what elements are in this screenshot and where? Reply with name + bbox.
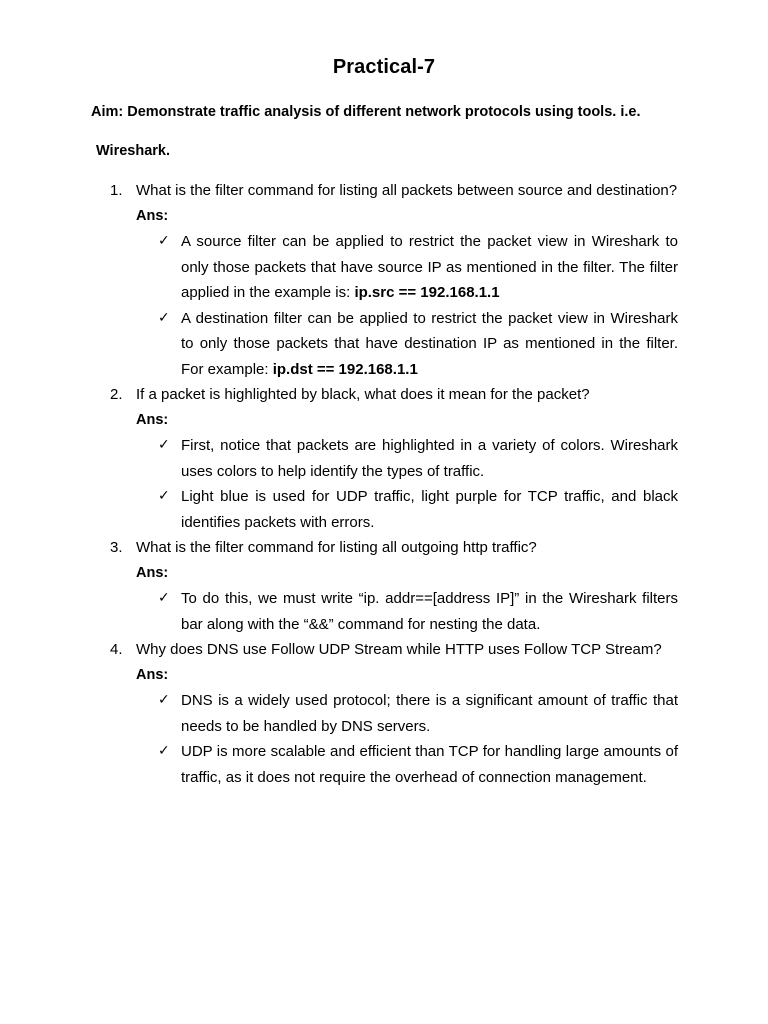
answer-item	[158, 586, 678, 637]
question-item	[110, 382, 678, 535]
check-mark-icon: ✓	[158, 692, 170, 708]
question-number: 2.	[110, 386, 123, 403]
filter-expression: ip.dst == 192.168.1.1	[272, 360, 418, 378]
question-body	[136, 178, 678, 382]
question-body	[136, 382, 678, 535]
aim-line: Aim: Demonstrate traffic analysis of different network protocols using tools. i.e.	[91, 104, 641, 120]
answer-label: Ans:	[136, 564, 169, 581]
answer-list	[136, 688, 678, 790]
answer-text: DNS is a widely used protocol; there is a significant amount of traffic that needs to be handled by DNS servers.	[181, 692, 678, 735]
check-mark-icon: ✓	[158, 437, 170, 453]
answer-item	[158, 739, 678, 790]
question-text: If a packet is highlighted by black, what does it mean for the packet?	[136, 386, 590, 403]
answer-label: Ans:	[136, 666, 169, 683]
answer-text: Light blue is used for UDP traffic, light purple for TCP traffic, and black identifies packets with errors.	[181, 488, 678, 531]
check-mark-icon: ✓	[158, 488, 170, 504]
question-text: What is the filter command for listing all outgoing http traffic?	[136, 539, 537, 556]
check-mark-icon: ✓	[158, 233, 170, 249]
question-list	[110, 178, 678, 790]
answer-label: Ans:	[136, 207, 169, 224]
check-mark-icon: ✓	[158, 743, 170, 759]
question-text: What is the filter command for listing all packets between source and destination?	[136, 182, 678, 199]
answer-text: To do this, we must write “ip. addr==[address IP]” in the Wireshark filters bar along with the “&&” command for nesting the data.	[181, 590, 678, 633]
answer-text: UDP is more scalable and efficient than TCP for handling large amounts of traffic, as it does not require the overhead of connection management.	[181, 743, 678, 786]
check-mark-icon: ✓	[158, 590, 170, 606]
answer-item	[158, 229, 678, 306]
answer-list	[136, 433, 678, 535]
aim-continuation: Wireshark.	[96, 143, 171, 159]
question-number: 1.	[110, 182, 123, 199]
answer-list	[136, 586, 678, 637]
answer-text: A destination filter can be applied to restrict the packet view in Wireshark to only those packets that have destination IP as mentioned in the filter. For example: ip.dst == 192.168.1.1	[181, 309, 678, 378]
question-item	[110, 637, 678, 790]
answer-label: Ans:	[136, 411, 169, 428]
filter-expression: ip.src == 192.168.1.1	[354, 284, 500, 301]
answer-text: First, notice that packets are highlighted in a variety of colors. Wireshark uses colors to help identify the types of traffic.	[181, 437, 678, 480]
check-mark-icon: ✓	[158, 309, 170, 326]
question-item	[110, 178, 678, 382]
question-text: Why does DNS use Follow UDP Stream while HTTP uses Follow TCP Stream?	[136, 641, 662, 658]
answer-item	[158, 306, 678, 383]
answer-text: A source filter can be applied to restrict the packet view in Wireshark to only those packets that have source IP as mentioned in the filter. The filter applied in the example is: ip.src == 192.168.1.1	[181, 233, 678, 301]
answer-item	[158, 484, 678, 535]
question-item	[110, 535, 678, 637]
question-body	[136, 535, 678, 637]
question-number: 4.	[110, 641, 123, 658]
question-number: 3.	[110, 539, 123, 556]
answer-item	[158, 433, 678, 484]
answer-list	[136, 229, 678, 382]
page-title: Practical-7	[332, 56, 436, 78]
answer-item	[158, 688, 678, 739]
question-body	[136, 637, 678, 790]
